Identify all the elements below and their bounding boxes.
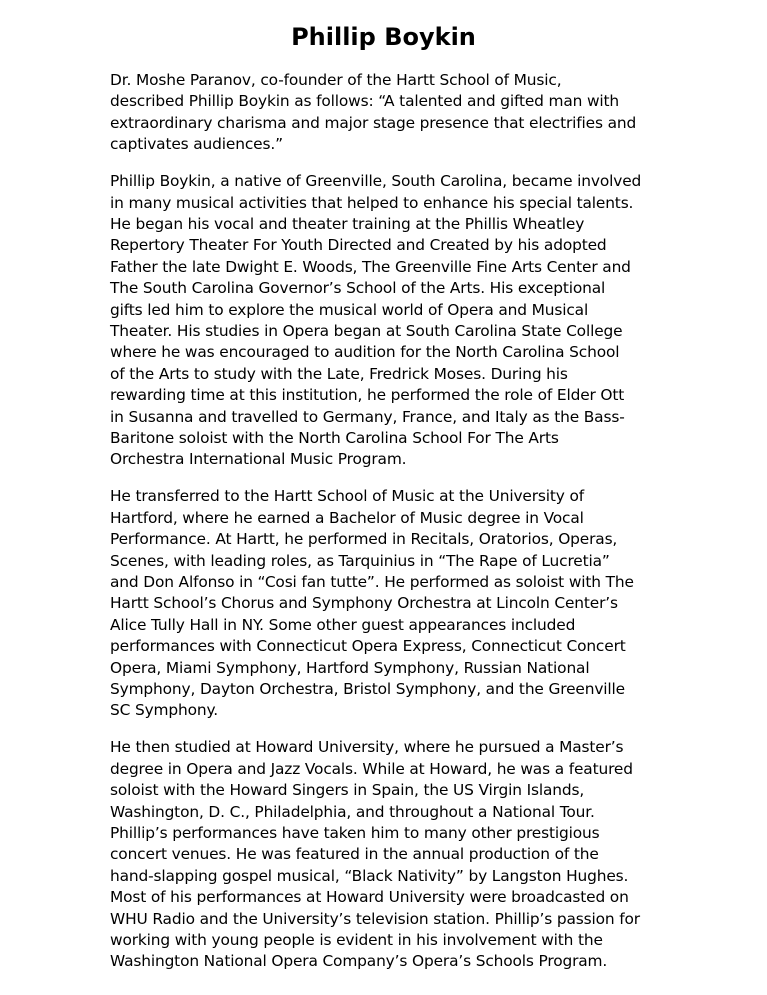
text-line: Dr. Moshe Paranov, co-founder of the Hartt School of Music, [110,71,562,89]
text-line: concert venues. He was featured in the annual production of the [110,845,599,864]
text-line: Opera, Miami Symphony, Hartford Symphony, Russian National [110,658,590,677]
text-line: captivates audiences.” [110,135,283,154]
text-line: He transferred to the Hartt School of Music at the University of [110,487,585,506]
text-line: Father the late Dwight E. Woods, The Greenville Fine Arts Center and [110,257,631,276]
text-line: The South Carolina Governor’s School of the Arts. His exceptional [110,279,606,298]
paragraph [110,70,662,156]
text-line: Hartt School’s Chorus and Symphony Orchestra at Lincoln Center’s [110,594,618,613]
text-line: gifts led him to explore the musical world of Opera and Musical [110,300,589,319]
text-line: Orchestra International Music Program. [110,450,407,469]
text-line: Repertory Theater For Youth Directed and Created by his adopted [110,236,607,255]
text-line: Hartford, where he earned a Bachelor of Music degree in Vocal [110,508,584,527]
text-line: in Susanna and travelled to Germany, France, and Italy as the Bass- [110,407,625,426]
text-line: Symphony, Dayton Orchestra, Bristol Symphony, and the Greenville [110,679,625,698]
text-line: soloist with the Howard Singers in Spain, the US Virgin Islands, [110,781,585,800]
text-line: described Phillip Boykin as follows: “A talented and gifted man with [110,92,620,111]
text-line: where he was encouraged to audition for the North Carolina School [110,343,620,362]
text-line: extraordinary charisma and major stage presence that electrifies and [110,113,637,132]
text-line: degree in Opera and Jazz Vocals. While at Howard, he was a featured [110,759,633,778]
paragraph [110,737,662,972]
page-title: Phillip Boykin [291,23,476,51]
text-line: Alice Tully Hall in NY. Some other guest appearances included [110,615,576,634]
text-line: rewarding time at this institution, he performed the role of Elder Ott [110,386,625,405]
text-line: SC Symphony. [110,701,218,720]
text-line: and Don Alfonso in “Cosi fan tutte”. He performed as soloist with The [110,572,634,591]
text-line: hand-slapping gospel musical, “Black Nativity” by Langston Hughes. [110,866,629,885]
text-line: Theater. His studies in Opera began at South Carolina State College [110,321,623,340]
text-line: performances with Connecticut Opera Express, Connecticut Concert [110,637,626,656]
text-line: Washington National Opera Company’s Opera’s Schools Program. [110,952,608,971]
text-line: He began his vocal and theater training at the Phillis Wheatley [110,214,585,233]
text-line: working with young people is evident in his involvement with the [110,930,603,949]
text-line: Phillip’s performances have taken him to many other prestigious [110,823,600,842]
text-line: Washington, D. C., Philadelphia, and throughout a National Tour. [110,802,595,821]
text-line: He then studied at Howard University, where he pursued a Master’s [110,738,624,757]
text-line: Baritone soloist with the North Carolina School For The Arts [110,429,559,447]
text-line: WHU Radio and the University’s television station. Phillip’s passion for [110,909,640,928]
text-line: Phillip Boykin, a native of Greenville, South Carolina, became involved [110,172,642,191]
document-body [110,70,662,988]
paragraph [110,486,662,721]
paragraph [110,171,662,471]
text-line: Most of his performances at Howard University were broadcasted on [110,888,629,907]
text-line: of the Arts to study with the Late, Fredrick Moses. During his [110,364,568,383]
text-line: in many musical activities that helped to enhance his special talents. [110,193,634,212]
text-line: Performance. At Hartt, he performed in Recitals, Oratorios, Operas, [110,530,618,549]
text-line: Scenes, with leading roles, as Tarquinius in “The Rape of Lucretia” [110,551,610,570]
